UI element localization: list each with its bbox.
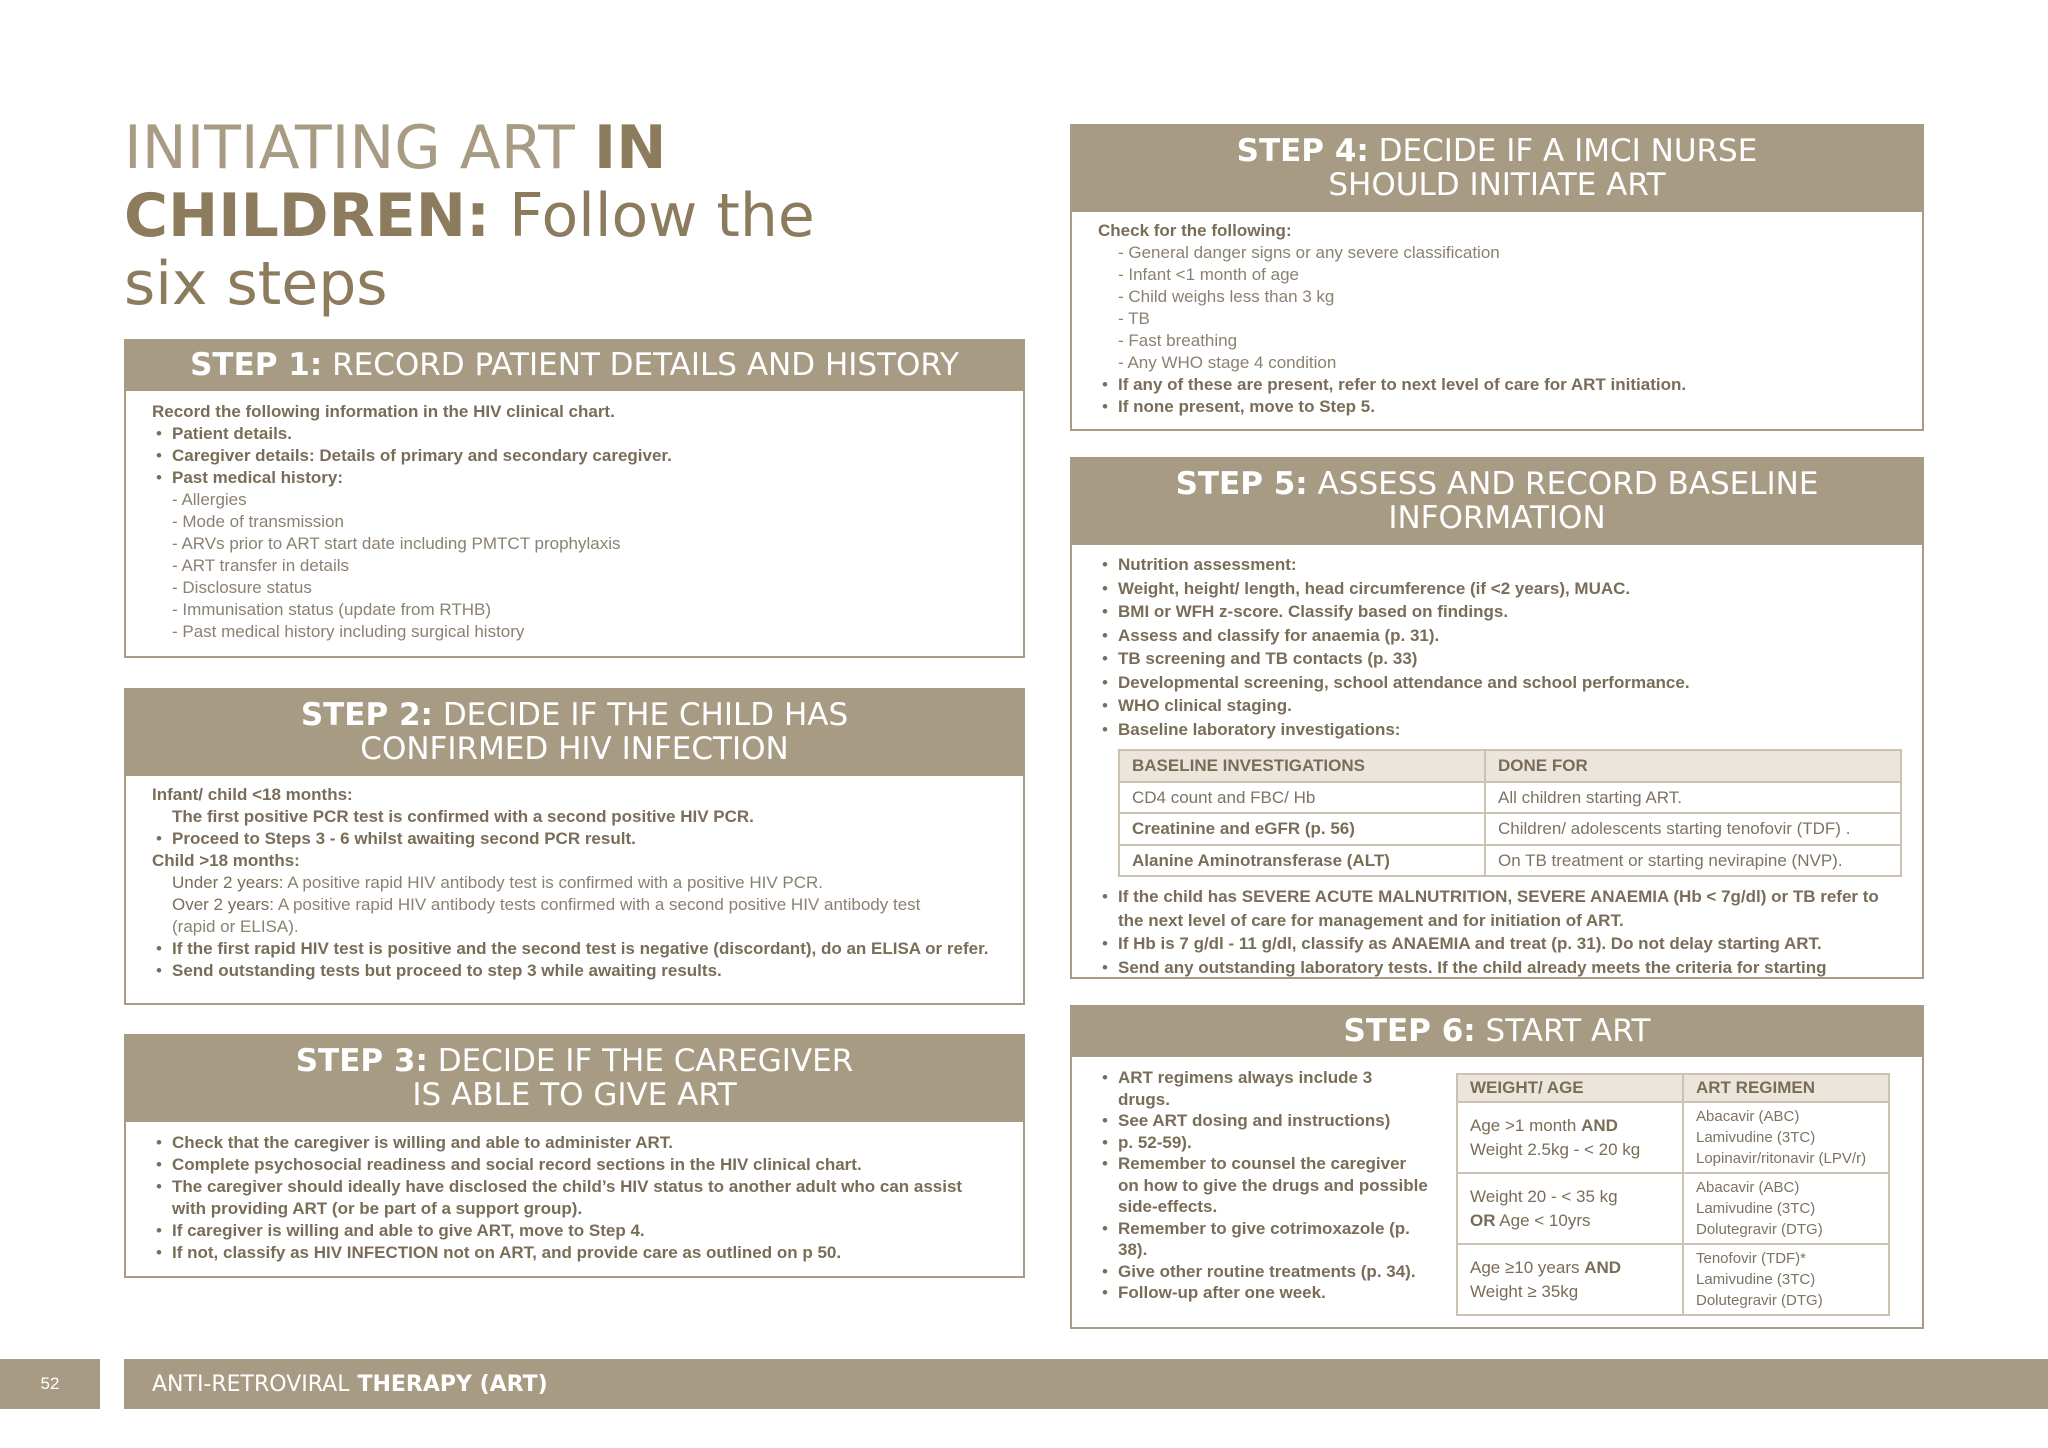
list-item: • Give other routine treatments (p. 34). bbox=[1098, 1261, 1428, 1283]
footer-bold-text: THERAPY (ART) bbox=[357, 1371, 548, 1397]
list-item: • BMI or WFH z-score. Classify based on findings. bbox=[1098, 600, 1898, 624]
regimen-drug: Abacavir (ABC) bbox=[1696, 1179, 1800, 1196]
list-item: • WHO clinical staging. bbox=[1098, 694, 1898, 718]
sub-item: - ARVs prior to ART start date including PMTCT prophylaxis bbox=[172, 534, 621, 553]
step5-box bbox=[1070, 457, 1924, 979]
list-item: • If the first rapid HIV test is positive and the second test is negative (discordant), do an ELISA or refer. bbox=[152, 938, 999, 960]
title-part1-bold: IN bbox=[593, 113, 667, 183]
sub-item: - Child weighs less than 3 kg bbox=[1118, 287, 1335, 306]
step1-label: STEP 1: bbox=[190, 347, 323, 383]
sub-item: - ART transfer in details bbox=[172, 556, 350, 575]
regimen-drug: Dolutegravir (DTG) bbox=[1696, 1292, 1823, 1309]
regimen-table bbox=[1456, 1073, 1890, 1316]
sub-item: - Past medical history including surgical history bbox=[172, 622, 525, 641]
table-cell bbox=[1457, 1173, 1683, 1244]
table-row bbox=[1457, 1173, 1889, 1244]
step3-heading-line1: DECIDE IF THE CAREGIVER bbox=[437, 1043, 854, 1079]
sub-item: - Disclosure status bbox=[172, 578, 312, 597]
table-cell bbox=[1457, 1102, 1683, 1173]
list-item: • Send any outstanding laboratory tests. If the child already meets the criteria for starting bbox=[1098, 956, 1898, 980]
step2-lead1: Infant/ child <18 months: bbox=[152, 785, 353, 804]
step2-heading-line1: DECIDE IF THE CHILD HAS bbox=[442, 697, 849, 733]
weight-age-text: Weight 20 - < 35 kg bbox=[1470, 1186, 1618, 1206]
list-item: • TB screening and TB contacts (p. 33) bbox=[1098, 647, 1898, 671]
list-item: • Weight, height/ length, head circumference (if <2 years), MUAC. bbox=[1098, 577, 1898, 601]
under-2-label: Under 2 years: bbox=[172, 873, 284, 892]
list-item: • Past medical history: bbox=[152, 467, 999, 489]
step6-heading: START ART bbox=[1485, 1013, 1651, 1049]
weight-age-text: Age < 10yrs bbox=[1495, 1210, 1591, 1230]
list-item: • If caregiver is willing and able to give ART, move to Step 4. bbox=[152, 1220, 999, 1242]
step5-heading-line1: ASSESS AND RECORD BASELINE bbox=[1317, 466, 1819, 502]
list-item: • If not, classify as HIV INFECTION not on ART, and provide care as outlined on p 50. bbox=[152, 1242, 999, 1264]
sub-item: - TB bbox=[1118, 309, 1150, 328]
list-item: • If Hb is 7 g/dl - 11 g/dl, classify as ANAEMIA and treat (p. 31). Do not delay starting ART. bbox=[1098, 932, 1898, 956]
step4-lead: Check for the following: bbox=[1098, 221, 1292, 240]
step3-box bbox=[124, 1034, 1025, 1278]
regimen-drug: Lamivudine (3TC) bbox=[1696, 1129, 1816, 1146]
step4-box bbox=[1070, 124, 1924, 431]
list-item: • Developmental screening, school attendance and school performance. bbox=[1098, 671, 1898, 695]
list-item: • Nutrition assessment: bbox=[1098, 553, 1898, 577]
title-part1: INITIATING ART bbox=[124, 113, 594, 183]
title-part2-bold: CHILDREN: bbox=[124, 181, 491, 251]
list-item: • Patient details. bbox=[152, 423, 999, 445]
list-item: • The caregiver should ideally have disclosed the child’s HIV status to another adult who can assist with providing ART (or be part of a support group). bbox=[152, 1176, 999, 1220]
list-item: • Follow-up after one week. bbox=[1098, 1282, 1428, 1304]
step6-header bbox=[1070, 1005, 1924, 1057]
step6-label: STEP 6: bbox=[1343, 1013, 1476, 1049]
regimen-drug: Abacavir (ABC) bbox=[1696, 1108, 1800, 1125]
over-2-text: A positive rapid HIV antibody tests confirmed with a second positive HIV antibody test bbox=[274, 895, 921, 914]
table-row bbox=[1119, 782, 1901, 814]
step4-header bbox=[1070, 124, 1924, 212]
over-2-text-cont: (rapid or ELISA). bbox=[172, 917, 299, 936]
list-item: • ART regimens always include 3 drugs. bbox=[1098, 1067, 1428, 1110]
sub-item: - Immunisation status (update from RTHB) bbox=[172, 600, 492, 619]
regimen-drug: Lopinavir/ritonavir (LPV/r) bbox=[1696, 1150, 1867, 1167]
step2-header bbox=[124, 688, 1025, 776]
table-cell bbox=[1683, 1173, 1889, 1244]
step2-heading-line2: CONFIRMED HIV INFECTION bbox=[360, 731, 789, 767]
sub-item: - Mode of transmission bbox=[172, 512, 344, 531]
table-row bbox=[1119, 813, 1901, 845]
step1-heading: RECORD PATIENT DETAILS AND HISTORY bbox=[332, 347, 959, 383]
weight-age-text: Age ≥10 years bbox=[1470, 1257, 1585, 1277]
list-item: • Remember to give cotrimoxazole (p. 38). bbox=[1098, 1218, 1428, 1261]
sub-item: - Infant <1 month of age bbox=[1118, 265, 1299, 284]
baseline-table bbox=[1118, 749, 1902, 877]
step1-lead: Record the following information in the HIV clinical chart. bbox=[152, 402, 615, 421]
weight-age-text: Weight 2.5kg - < 20 kg bbox=[1470, 1139, 1641, 1159]
weight-age-bold: AND bbox=[1581, 1115, 1618, 1135]
list-item: • p. 52-59). bbox=[1098, 1132, 1428, 1154]
sub-item: - Any WHO stage 4 condition bbox=[1118, 353, 1337, 372]
step4-heading-line2: SHOULD INITIATE ART bbox=[1328, 167, 1666, 203]
list-item: • Assess and classify for anaemia (p. 31). bbox=[1098, 624, 1898, 648]
weight-age-bold: AND bbox=[1584, 1257, 1622, 1277]
table-cell bbox=[1683, 1244, 1889, 1315]
title-part2: Follow the bbox=[490, 181, 815, 251]
step3-label: STEP 3: bbox=[295, 1043, 428, 1079]
table-cell: Children/ adolescents starting tenofovir (TDF) . bbox=[1485, 813, 1901, 845]
sub-item: - Allergies bbox=[172, 490, 247, 509]
table-row bbox=[1457, 1102, 1889, 1173]
step2-box bbox=[124, 688, 1025, 1005]
table-cell: All children starting ART. bbox=[1485, 782, 1901, 814]
over-2-label: Over 2 years: bbox=[172, 895, 275, 914]
page-number: 52 bbox=[0, 1359, 100, 1409]
regimen-drug: Tenofovir (TDF)* bbox=[1696, 1250, 1807, 1267]
table-cell bbox=[1683, 1102, 1889, 1173]
list-item: • Caregiver details: Details of primary and secondary caregiver. bbox=[152, 445, 999, 467]
list-item: • Complete psychosocial readiness and social record sections in the HIV clinical chart. bbox=[152, 1154, 999, 1176]
list-item: • If the child has SEVERE ACUTE MALNUTRITION, SEVERE ANAEMIA (Hb < 7g/dl) or TB refer to the next level of care for management and for initiation of ART. bbox=[1098, 885, 1898, 932]
footer-text: ANTI-RETROVIRAL bbox=[152, 1371, 350, 1397]
sub-item: - General danger signs or any severe classification bbox=[1118, 243, 1500, 262]
under-2-text: A positive rapid HIV antibody test is confirmed with a positive HIV PCR. bbox=[283, 873, 824, 892]
step4-label: STEP 4: bbox=[1236, 133, 1369, 169]
list-item: • If any of these are present, refer to next level of care for ART initiation. bbox=[1098, 374, 1898, 396]
step2-line1: The first positive PCR test is confirmed with a second positive HIV PCR. bbox=[172, 807, 754, 826]
step1-box bbox=[124, 339, 1025, 658]
table-cell: Alanine Aminotransferase (ALT) bbox=[1119, 845, 1485, 877]
table-header: BASELINE INVESTIGATIONS bbox=[1119, 750, 1485, 782]
list-item: • Remember to counsel the caregiver on how to give the drugs and possible side-effects. bbox=[1098, 1153, 1428, 1218]
step2-label: STEP 2: bbox=[300, 697, 433, 733]
regimen-drug: Lamivudine (3TC) bbox=[1696, 1271, 1816, 1288]
table-cell: CD4 count and FBC/ Hb bbox=[1119, 782, 1485, 814]
weight-age-text: Age >1 month bbox=[1470, 1115, 1582, 1135]
sub-item: - Fast breathing bbox=[1118, 331, 1238, 350]
regimen-drug: Lamivudine (3TC) bbox=[1696, 1200, 1816, 1217]
table-header: ART REGIMEN bbox=[1683, 1074, 1889, 1102]
step3-header bbox=[124, 1034, 1025, 1122]
step5-heading-line2: INFORMATION bbox=[1388, 500, 1606, 536]
step5-label: STEP 5: bbox=[1175, 466, 1308, 502]
table-header: DONE FOR bbox=[1485, 750, 1901, 782]
table-row bbox=[1119, 845, 1901, 877]
list-item: • See ART dosing and instructions) bbox=[1098, 1110, 1428, 1132]
step6-box bbox=[1070, 1005, 1924, 1329]
table-cell: On TB treatment or starting nevirapine (NVP). bbox=[1485, 845, 1901, 877]
footer-bar bbox=[124, 1359, 2048, 1409]
table-row bbox=[1457, 1244, 1889, 1315]
list-item: • Send outstanding tests but proceed to step 3 while awaiting results. bbox=[152, 960, 999, 982]
step5-header bbox=[1070, 457, 1924, 545]
regimen-drug: Dolutegravir (DTG) bbox=[1696, 1221, 1823, 1238]
list-item: • Proceed to Steps 3 - 6 whilst awaiting second PCR result. bbox=[152, 828, 999, 850]
page-title bbox=[124, 114, 824, 318]
table-cell: Creatinine and eGFR (p. 56) bbox=[1119, 813, 1485, 845]
step2-lead2: Child >18 months: bbox=[152, 851, 300, 870]
weight-age-text: Weight ≥ 35kg bbox=[1470, 1281, 1579, 1301]
step1-header bbox=[124, 339, 1025, 391]
title-part3: six steps bbox=[124, 249, 388, 319]
list-item: • If none present, move to Step 5. bbox=[1098, 396, 1898, 418]
weight-age-bold: OR bbox=[1470, 1210, 1496, 1230]
list-item: • Baseline laboratory investigations: bbox=[1098, 718, 1898, 742]
step4-heading-line1: DECIDE IF A IMCI NURSE bbox=[1378, 133, 1758, 169]
list-item: • Check that the caregiver is willing and able to administer ART. bbox=[152, 1132, 999, 1154]
table-cell bbox=[1457, 1244, 1683, 1315]
table-header: WEIGHT/ AGE bbox=[1457, 1074, 1683, 1102]
step3-heading-line2: IS ABLE TO GIVE ART bbox=[412, 1077, 737, 1113]
